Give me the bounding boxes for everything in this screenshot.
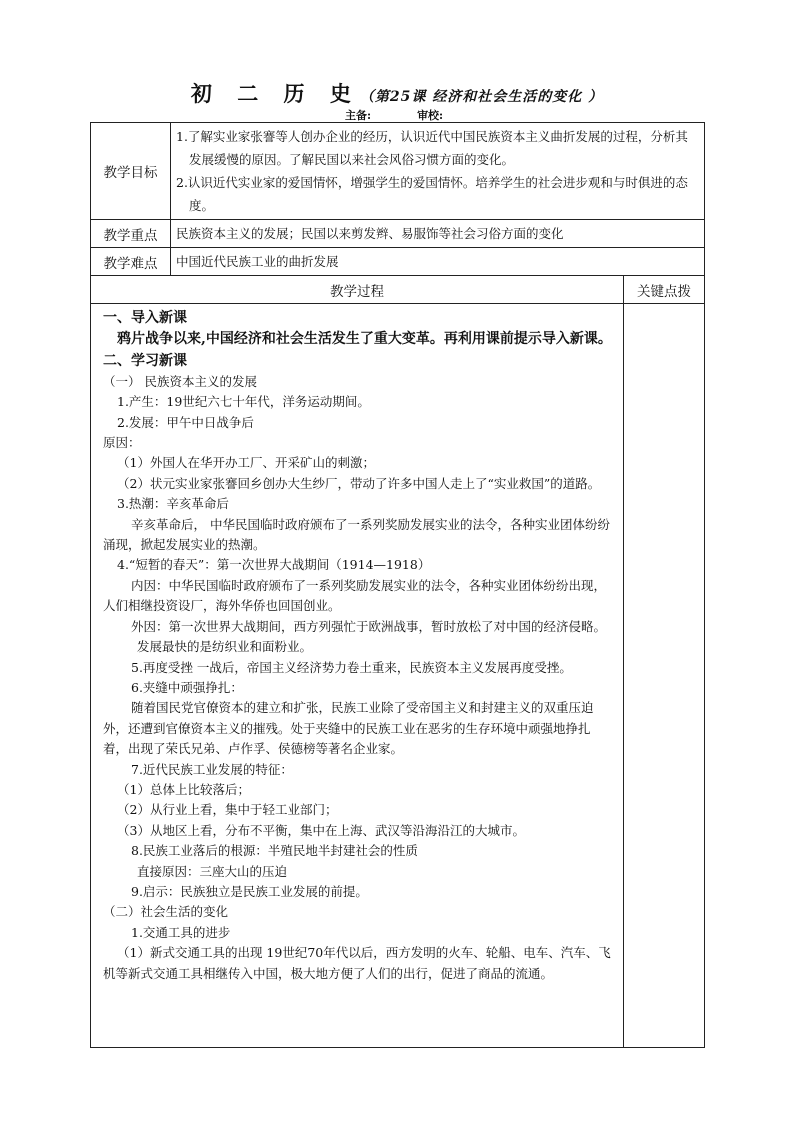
para-2: 1.产生：19世纪六七十年代，洋务运动期间。 [117, 394, 370, 410]
para-16: 7.近代民族工业发展的特征： [131, 761, 293, 777]
para-13: 5.再度受挫 一战后，帝国主义经济势力卷土重来，民族资本主义发展再度受挫。 [131, 659, 572, 675]
para-23: （二）社会生活的变化 [103, 904, 229, 920]
goal-item-2: 2.认识近代实业家的爱国情怀，增强学生的爱国情怀。培养学生的社会进步观和与时俱进的态度。 [176, 175, 688, 213]
difficulty-label: 教学难点 [91, 248, 171, 276]
key-text: 民族资本主义的发展；民国以来剪发辫、易服饰等社会习俗方面的变化 [171, 220, 705, 248]
goal-cell [171, 123, 705, 220]
para-9: 4.“短暂的春天”：第一次世界大战期间（1914—1918） [117, 557, 431, 573]
para-18: （2）从行业上看，集中于轻工业部门； [117, 802, 338, 818]
para-19: （3）从地区上看，分布不平衡，集中在上海、武汉等沿海沿江的大城市。 [117, 822, 525, 838]
process-header: 教学过程 [91, 276, 624, 304]
title-main: 初 二 历 史 [190, 81, 360, 106]
para-3: 2.发展：甲午中日战争后 [117, 414, 254, 430]
document-title [0, 78, 794, 108]
para-15: 随着国民党官僚资本的建立和扩张，民族工业除了受帝国主义和封建主义的双重压迫外，还遭到官僚资本主义的摧残。处于夹缝中的民族工业在恶劣的生存环境中顽强地挣扎着，出现了荣氏兄弟、卢作孚、侯德榜等著名企业家。 [103, 700, 594, 757]
key-points-header: 关键点拨 [624, 276, 705, 304]
goal-label: 教学目标 [91, 123, 171, 220]
process-content [91, 304, 624, 1048]
para-7: 3.热潮：辛亥革命后 [117, 496, 229, 512]
para-22: 9.启示：民族独立是民族工业发展的前提。 [131, 883, 368, 899]
para-20: 8.民族工业落后的根源：半殖民地半封建社会的性质 [131, 843, 418, 859]
author-line [345, 107, 489, 123]
para-24: 1.交通工具的进步 [131, 924, 231, 940]
para-4: 原因： [103, 435, 141, 451]
para-5: （1）外国人在华开办工厂、开采矿山的刺激； [117, 455, 375, 471]
title-sub: （第25课 经济和社会生活的变化 ） [359, 89, 604, 105]
para-17: （1）总体上比较落后； [117, 781, 250, 797]
goal-item-1: 1.了解实业家张謇等人创办企业的经历，认识近代中国民族资本主义曲折发展的过程，分析其发展缓慢的原因。了解民国以来社会风俗习惯方面的变化。 [176, 129, 688, 167]
prepared-by-label: 主备: [345, 109, 372, 122]
para-10: 内因：中华民国临时政府颁布了一系列奖励发展实业的法令，各种实业团体纷纷出现，人们相继投资设厂，海外华侨也回国创业。 [103, 577, 607, 614]
difficulty-text: 中国近代民族工业的曲折发展 [171, 248, 705, 276]
section-intro-title: 一、导入新课 [103, 310, 187, 326]
para-6: （2）状元实业家张謇回乡创办大生纱厂，带动了许多中国人走上了“实业救国”的道路。 [117, 475, 601, 491]
section-learn-title: 二、学习新课 [103, 353, 187, 370]
para-12: 发展最快的是纺织业和面粉业。 [137, 639, 313, 655]
key-label: 教学重点 [91, 220, 171, 248]
section-intro-text: 鸦片战争以来,中国经济和社会生活发生了重大变革。再利用课前提示导入新课。 [117, 331, 612, 348]
para-21: 直接原因：三座大山的压迫 [137, 863, 288, 879]
para-14: 6.夹缝中顽强挣扎： [131, 679, 243, 695]
para-8: 辛亥革命后， 中华民国临时政府颁布了一系列奖励发展实业的法令，各种实业团体纷纷涌现，掀起发展实业的热潮。 [103, 516, 610, 553]
para-1: （一） 民族资本主义的发展 [103, 373, 257, 389]
key-points-cell [624, 304, 705, 1048]
reviewed-by-label: 审校: [417, 109, 444, 122]
para-11: 外因：第一次世界大战期间，西方列强忙于欧洲战事，暂时放松了对中国的经济侵略。 [131, 618, 607, 634]
para-25: （1）新式交通工具的出现 19世纪70年代以后，西方发明的火车、轮船、电车、汽车、飞机等新式交通工具相继传入中国，极大地方便了人们的出行，促进了商品的流通。 [103, 945, 611, 981]
lesson-plan-table [90, 122, 705, 1048]
